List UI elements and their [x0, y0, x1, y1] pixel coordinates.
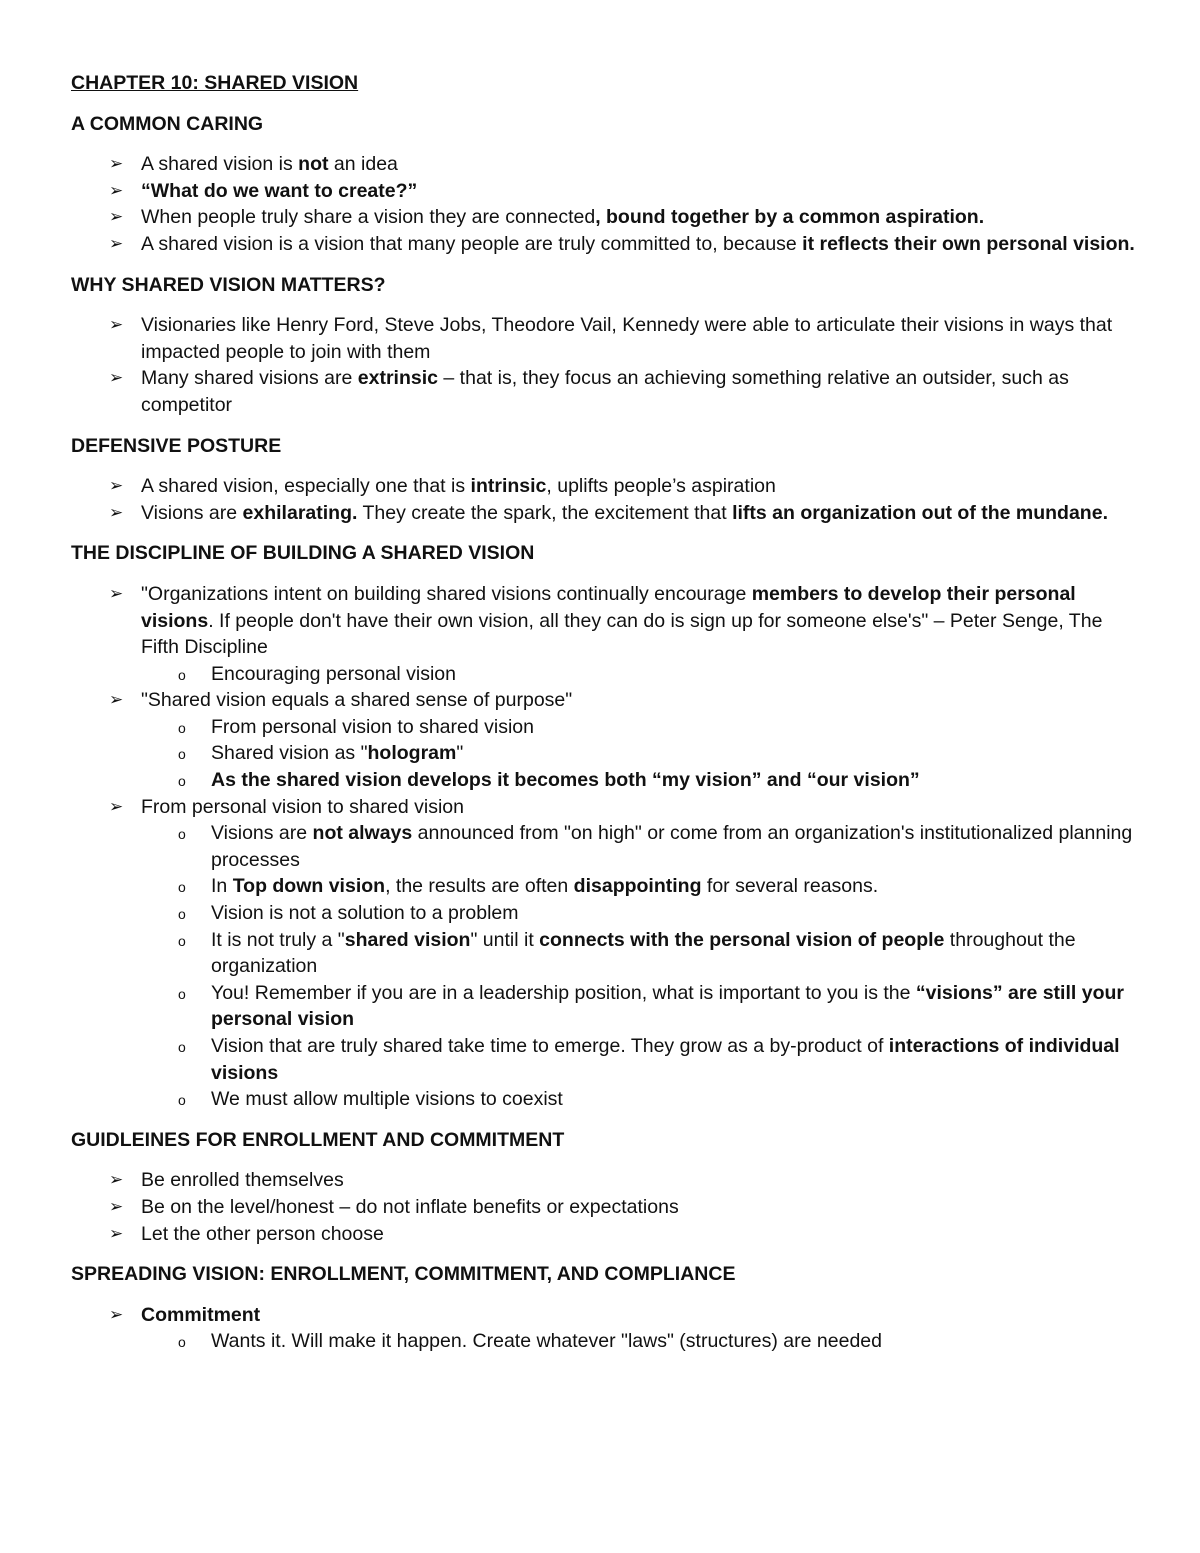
circle-bullet-icon: o — [178, 719, 186, 736]
list-item-text — [141, 583, 1102, 658]
arrow-bullet-icon: ➢ — [109, 207, 124, 228]
text-run: Visions are — [211, 822, 313, 845]
sub-list-item — [141, 820, 1141, 873]
text-run: You! Remember if you are in a leadership position, what is important to you is the — [211, 981, 916, 1004]
list-item — [71, 231, 1141, 258]
text-run: A shared vision is a vision that many people are truly committed to, because — [141, 232, 803, 255]
section-heading: THE DISCIPLINE OF BUILDING A SHARED VISION — [71, 542, 535, 565]
list-item-text — [141, 233, 1135, 255]
text-run: A shared vision, especially one that is — [141, 475, 471, 498]
list-item-text — [141, 475, 776, 497]
bold-text: extrinsic — [357, 367, 438, 390]
text-run: "Organizations intent on building shared visions continually encourage — [141, 582, 752, 605]
text-run: , the results are often — [385, 875, 574, 898]
bullet-list — [71, 473, 1141, 526]
text-run: Shared vision as " — [211, 742, 368, 765]
sub-list-item-text — [211, 1088, 563, 1110]
circle-bullet-icon: o — [178, 1092, 186, 1109]
arrow-bullet-icon: ➢ — [109, 1196, 124, 1217]
sub-list-item — [141, 900, 1141, 927]
arrow-bullet-icon: ➢ — [109, 233, 124, 254]
sub-list-item-text — [211, 1035, 1120, 1084]
list-item — [71, 500, 1141, 527]
arrow-bullet-icon: ➢ — [109, 180, 124, 201]
sub-list-item — [141, 873, 1141, 900]
bullet-list — [71, 1302, 1141, 1355]
text-run: announced from "on high" or come from an organization's institutionalized planning processes — [211, 822, 1133, 871]
list-item-text — [141, 153, 398, 175]
text-run: Be enrolled themselves — [141, 1169, 344, 1192]
text-run: From personal vision to shared vision — [141, 795, 464, 818]
sub-list-item — [141, 661, 1141, 688]
list-item-text — [141, 1169, 344, 1191]
text-run: . If people don't have their own vision, all they can do is sign up for someone else's" – Peter Senge, The Fifth Discipline — [141, 609, 1103, 659]
bold-text: exhilarating. — [242, 501, 358, 524]
text-run: "Shared vision equals a shared sense of purpose" — [141, 689, 573, 712]
list-item-text — [141, 689, 572, 711]
text-run: throughout the organization — [211, 928, 1076, 978]
bold-text: connects with the personal vision of people — [539, 928, 945, 951]
sub-list — [141, 714, 1141, 794]
sub-list-item — [141, 1086, 1141, 1113]
arrow-bullet-icon: ➢ — [109, 1304, 124, 1325]
circle-bullet-icon: o — [178, 932, 186, 949]
sub-list-item-text — [211, 742, 463, 764]
text-run: an idea — [328, 153, 398, 176]
text-run: " until it — [470, 928, 540, 951]
list-item — [71, 794, 1141, 1113]
bullet-list — [71, 1167, 1141, 1247]
circle-bullet-icon: o — [178, 985, 186, 1002]
list-item — [71, 1194, 1141, 1221]
text-run: Visionaries like Henry Ford, Steve Jobs, Theodore Vail, Kennedy were able to articulate their visions in ways that impacted people to join with them — [141, 314, 1113, 363]
document-page — [71, 70, 1141, 1369]
arrow-bullet-icon: ➢ — [109, 796, 124, 817]
text-run: – that is, they focus an achieving something relative an outsider, such as competitor — [141, 367, 1069, 416]
list-item — [71, 1167, 1141, 1194]
circle-bullet-icon: o — [178, 906, 186, 923]
text-run: Many shared visions are — [141, 367, 358, 390]
sub-list-item — [141, 1328, 1141, 1355]
text-run: Visions are — [141, 501, 243, 524]
arrow-bullet-icon: ➢ — [109, 476, 124, 497]
text-run: Wants it. Will make it happen. Create whatever "laws" (structures) are needed — [211, 1330, 882, 1353]
sub-list-item-text — [211, 902, 519, 924]
circle-bullet-icon: o — [178, 746, 186, 763]
list-item — [71, 312, 1141, 365]
sub-list-item — [141, 714, 1141, 741]
arrow-bullet-icon: ➢ — [109, 368, 124, 389]
text-run: Vision that are truly shared take time to emerge. They grow as a by-product of — [211, 1035, 889, 1057]
sub-list-item-text — [211, 822, 1132, 871]
sub-list-item — [141, 740, 1141, 767]
sub-list — [141, 1328, 1141, 1355]
bold-text: it reflects their own personal vision. — [802, 232, 1135, 255]
bold-text: lifts an organization out of the mundane. — [732, 501, 1108, 524]
sub-list-item-text — [211, 663, 456, 685]
bold-text: disappointing — [573, 875, 702, 898]
circle-bullet-icon: o — [178, 773, 186, 790]
sub-list-item-text — [211, 769, 920, 791]
bold-text: “What do we want to create?” — [141, 179, 418, 202]
arrow-bullet-icon: ➢ — [109, 1223, 124, 1244]
arrow-bullet-icon: ➢ — [109, 1170, 124, 1191]
bold-text: Top down vision — [232, 875, 386, 898]
list-item — [71, 151, 1141, 178]
list-item-text — [141, 1223, 384, 1245]
text-run: In — [211, 875, 233, 898]
bold-text: “visions” are still your personal vision — [211, 981, 1124, 1031]
sub-list-item — [141, 927, 1141, 980]
section-heading: GUIDLEINES FOR ENROLLMENT AND COMMITMENT — [71, 1128, 565, 1151]
list-item — [71, 365, 1141, 418]
text-run: " — [456, 742, 464, 765]
bold-text: not always — [312, 822, 413, 845]
bold-text: intrinsic — [470, 475, 547, 498]
text-run: Vision is not a solution to a problem — [211, 902, 519, 925]
sub-list-item-text — [211, 929, 1076, 978]
text-run: They create the spark, the excitement that — [357, 501, 733, 524]
bold-text: not — [298, 153, 329, 176]
bold-text: Commitment — [141, 1303, 261, 1326]
sub-list-item-text — [211, 875, 878, 897]
section-heading: SPREADING VISION: ENROLLMENT, COMMITMENT, AND COMPLIANCE — [71, 1263, 736, 1286]
bullet-list — [71, 312, 1141, 418]
section-heading: WHY SHARED VISION MATTERS? — [71, 273, 386, 296]
list-item — [71, 687, 1141, 793]
sub-list — [141, 820, 1141, 1113]
arrow-bullet-icon: ➢ — [109, 154, 124, 175]
text-run: We must allow multiple visions to coexist — [211, 1088, 563, 1111]
bold-text: , bound together by a common aspiration. — [595, 206, 985, 229]
circle-bullet-icon: o — [178, 879, 186, 896]
bullet-list — [71, 581, 1141, 1113]
list-item-text — [141, 206, 984, 228]
page-title: CHAPTER 10: SHARED VISION — [71, 72, 359, 94]
sub-list-item — [141, 980, 1141, 1033]
list-item-text — [141, 180, 417, 202]
circle-bullet-icon: o — [178, 666, 186, 683]
sub-list-item-text — [211, 716, 534, 738]
list-item-text — [141, 367, 1069, 416]
sub-list-item-text — [211, 1330, 882, 1352]
list-item — [71, 204, 1141, 231]
list-item — [71, 178, 1141, 205]
arrow-bullet-icon: ➢ — [109, 690, 124, 711]
list-item-text — [141, 1196, 679, 1218]
text-run: for several reasons. — [701, 875, 879, 898]
text-run: , uplifts people’s aspiration — [546, 475, 776, 498]
text-run: A shared vision is — [141, 153, 299, 176]
bold-text: members to develop their personal visions — [141, 582, 1076, 632]
sub-list-item-text — [211, 982, 1124, 1031]
text-run: Let the other person choose — [141, 1222, 384, 1245]
bold-text: hologram — [367, 742, 457, 765]
text-run: From personal vision to shared vision — [211, 715, 534, 738]
bold-text: interactions of individual visions — [211, 1035, 1120, 1084]
sections — [71, 111, 1141, 1355]
bold-text: shared vision — [344, 928, 471, 951]
arrow-bullet-icon: ➢ — [109, 315, 124, 336]
list-item-text — [141, 314, 1112, 363]
text-run: Encouraging personal vision — [211, 662, 456, 685]
list-item — [71, 473, 1141, 500]
list-item — [71, 1221, 1141, 1248]
list-item-text — [141, 796, 464, 818]
bullet-list — [71, 151, 1141, 257]
list-item-text — [141, 502, 1108, 524]
section-heading: DEFENSIVE POSTURE — [71, 434, 282, 457]
list-item — [71, 581, 1141, 687]
sub-list-item — [141, 767, 1141, 794]
list-item — [71, 1302, 1141, 1355]
sub-list-item — [141, 1033, 1141, 1086]
section-heading: A COMMON CARING — [71, 112, 264, 135]
sub-list — [141, 661, 1141, 688]
text-run: It is not truly a " — [211, 928, 345, 951]
arrow-bullet-icon: ➢ — [109, 583, 124, 604]
circle-bullet-icon: o — [178, 826, 186, 843]
text-run: When people truly share a vision they are connected — [141, 206, 596, 229]
list-item-text — [141, 1304, 260, 1326]
circle-bullet-icon: o — [178, 1039, 186, 1055]
circle-bullet-icon: o — [178, 1334, 186, 1351]
text-run: Be on the level/honest – do not inflate benefits or expectations — [141, 1195, 679, 1218]
arrow-bullet-icon: ➢ — [109, 502, 124, 523]
bold-text: As the shared vision develops it becomes both “my vision” and “our vision” — [211, 769, 920, 792]
